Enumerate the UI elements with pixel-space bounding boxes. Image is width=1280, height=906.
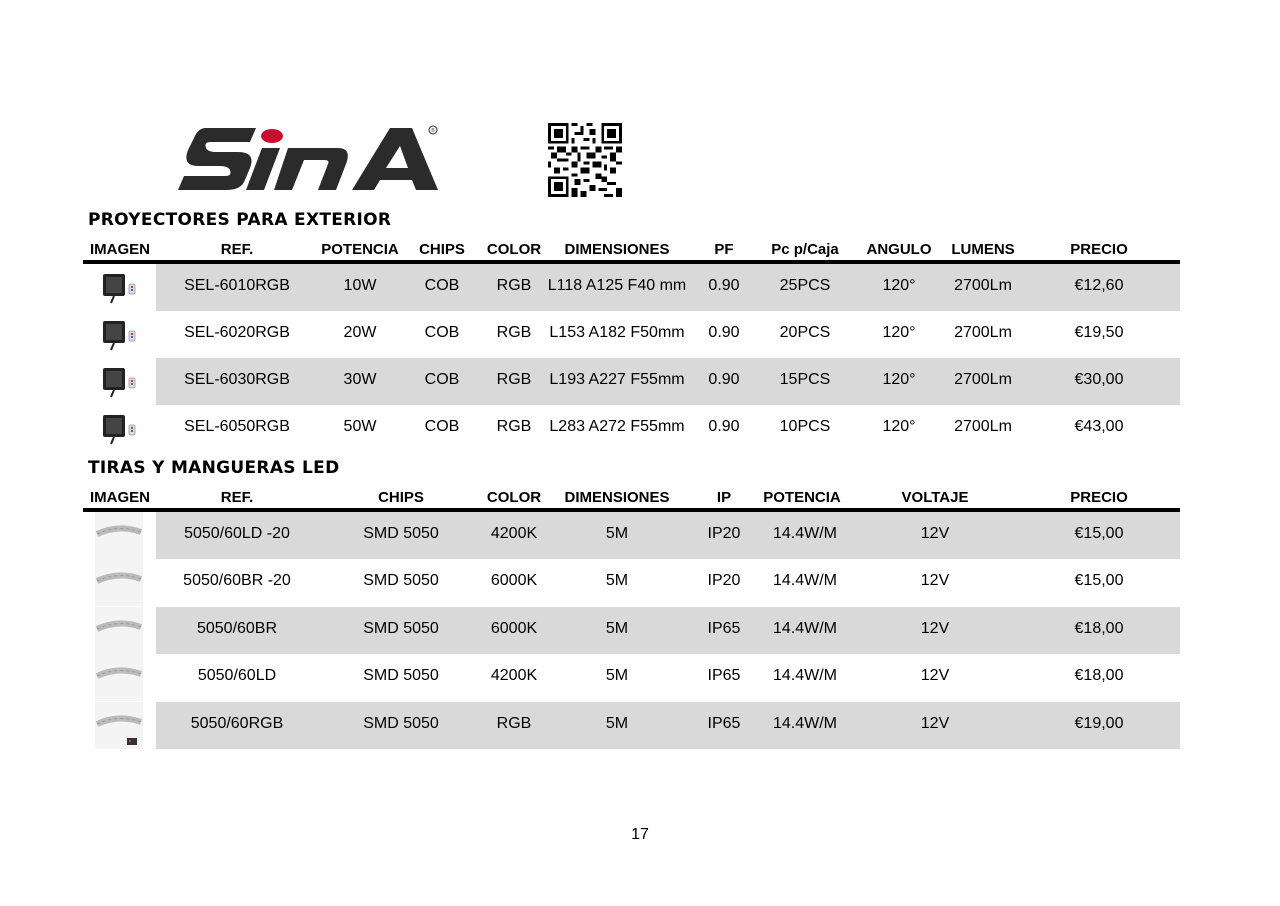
cell-ref: SEL-6050RGB xyxy=(184,418,290,435)
cell-pf: 0.90 xyxy=(708,277,740,294)
cell-potencia: 14.4W/M xyxy=(772,572,838,590)
led-strip-image xyxy=(95,607,143,654)
cell-precio: €12,60 xyxy=(1074,277,1124,294)
cell-lumens: 2700Lm xyxy=(954,324,1012,341)
cell-dim: 5M xyxy=(605,619,629,637)
floodlight-image xyxy=(93,270,145,306)
registered-mark: ® xyxy=(431,128,435,134)
table-row xyxy=(83,702,1180,749)
led-strip-image xyxy=(95,559,143,606)
cell-dim: L118 A125 F40 mm xyxy=(547,277,687,294)
cell-pf: 0.90 xyxy=(708,324,740,341)
cell-color: RGB xyxy=(496,714,532,732)
cell-precio: €19,50 xyxy=(1074,324,1124,341)
cell-potencia: 14.4W/M xyxy=(772,619,838,637)
cell-precio: €15,00 xyxy=(1074,525,1124,542)
cell-chips: COB xyxy=(424,277,460,294)
page-number: 17 xyxy=(631,826,649,843)
column-header-potencia: POTENCIA xyxy=(763,489,841,506)
cell-voltaje: 12V xyxy=(920,525,950,542)
column-header-ip: IP xyxy=(716,489,732,506)
cell-ref: SEL-6030RGB xyxy=(184,371,290,388)
led-strip-image xyxy=(95,654,143,701)
cell-dim: 5M xyxy=(605,667,629,685)
cell-precio: €30,00 xyxy=(1074,371,1124,388)
cell-chips: SMD 5050 xyxy=(363,714,439,732)
cell-pf: 0.90 xyxy=(708,371,740,388)
column-header-chips: CHIPS xyxy=(378,489,424,506)
cell-angulo: 120° xyxy=(882,371,916,388)
cell-pf: 0.90 xyxy=(708,418,740,435)
cell-lumens: 2700Lm xyxy=(954,371,1012,388)
cell-dim: 5M xyxy=(605,714,629,732)
cell-voltaje: 12V xyxy=(920,667,950,685)
cell-ip: IP20 xyxy=(707,572,741,590)
cell-angulo: 120° xyxy=(882,277,916,294)
cell-chips: SMD 5050 xyxy=(363,619,439,637)
cell-ref: 5050/60LD -20 xyxy=(184,525,290,542)
cell-precio: €18,00 xyxy=(1074,619,1124,637)
column-header-ref-: REF. xyxy=(220,241,254,258)
cell-voltaje: 12V xyxy=(920,619,950,637)
floodlight-image xyxy=(93,364,145,400)
column-header-lumens: LUMENS xyxy=(951,241,1015,258)
cell-precio: €18,00 xyxy=(1074,667,1124,685)
cell-dim: 5M xyxy=(605,525,629,542)
table-row xyxy=(83,264,1180,311)
cell-chips: SMD 5050 xyxy=(363,525,439,542)
cell-color: RGB xyxy=(496,324,532,341)
column-header-chips: CHIPS xyxy=(419,241,465,258)
column-header-precio: PRECIO xyxy=(1070,489,1128,506)
cell-precio: €19,00 xyxy=(1074,714,1124,732)
cell-lumens: 2700Lm xyxy=(954,277,1012,294)
cell-ip: IP65 xyxy=(707,619,741,637)
cell-potencia: 50W xyxy=(343,418,377,435)
table-row xyxy=(83,358,1180,405)
cell-precio: €43,00 xyxy=(1074,418,1124,435)
floodlight-image xyxy=(93,411,145,447)
row-shade xyxy=(156,607,1180,654)
column-header-color: COLOR xyxy=(486,241,542,258)
column-header-imagen: IMAGEN xyxy=(90,489,150,506)
cell-chips: SMD 5050 xyxy=(363,572,439,590)
cell-lumens: 2700Lm xyxy=(954,418,1012,435)
table-row xyxy=(83,311,1180,358)
cell-ip: IP20 xyxy=(707,525,741,542)
cell-pcs: 10PCS xyxy=(779,418,831,435)
led-strip-image xyxy=(95,702,143,749)
cell-potencia: 14.4W/M xyxy=(772,525,838,542)
cell-chips: COB xyxy=(424,418,460,435)
row-shade xyxy=(156,512,1180,559)
cell-color: RGB xyxy=(496,277,532,294)
cell-potencia: 20W xyxy=(343,324,377,341)
cell-ref: SEL-6020RGB xyxy=(184,324,290,341)
cell-dim: 5M xyxy=(605,572,629,590)
cell-chips: COB xyxy=(424,371,460,388)
cell-ip: IP65 xyxy=(707,714,741,732)
table-row xyxy=(83,559,1180,606)
cell-dim: L193 A227 F55mm xyxy=(549,371,685,388)
table-row xyxy=(83,607,1180,654)
table-row xyxy=(83,512,1180,559)
column-header-pc-p-caja: Pc p/Caja xyxy=(771,241,839,258)
cell-dim: L283 A272 F55mm xyxy=(549,418,685,435)
row-shade xyxy=(156,702,1180,749)
cell-color: 4200K xyxy=(490,667,538,685)
column-header-dimensiones: DIMENSIONES xyxy=(564,489,670,506)
cell-pcs: 15PCS xyxy=(779,371,831,388)
column-header-voltaje: VOLTAJE xyxy=(901,489,969,506)
cell-pcs: 20PCS xyxy=(779,324,831,341)
floodlight-image xyxy=(93,317,145,353)
column-header-dimensiones: DIMENSIONES xyxy=(564,241,670,258)
cell-potencia: 14.4W/M xyxy=(772,667,838,685)
cell-angulo: 120° xyxy=(882,418,916,435)
led-strip-image xyxy=(95,512,143,559)
cell-color: 6000K xyxy=(490,572,538,590)
column-header-imagen: IMAGEN xyxy=(90,241,150,258)
column-header-potencia: POTENCIA xyxy=(321,241,399,258)
cell-color: 6000K xyxy=(490,619,538,637)
cell-pcs: 25PCS xyxy=(779,277,831,294)
sina-logo xyxy=(176,124,440,192)
table-row xyxy=(83,405,1180,452)
qr-code[interactable] xyxy=(547,123,623,197)
cell-potencia: 30W xyxy=(343,371,377,388)
column-header-color: COLOR xyxy=(486,489,542,506)
cell-voltaje: 12V xyxy=(920,572,950,590)
cell-color: 4200K xyxy=(490,525,538,542)
cell-dim: L153 A182 F50mm xyxy=(549,324,685,341)
cell-chips: SMD 5050 xyxy=(363,667,439,685)
column-header-pf: PF xyxy=(714,241,734,258)
cell-precio: €15,00 xyxy=(1074,572,1124,590)
cell-chips: COB xyxy=(424,324,460,341)
cell-potencia: 10W xyxy=(343,277,377,294)
table-row xyxy=(83,654,1180,701)
cell-voltaje: 12V xyxy=(920,714,950,732)
cell-ref: SEL-6010RGB xyxy=(184,277,290,294)
column-header-ref-: REF. xyxy=(220,489,254,506)
cell-ref: 5050/60RGB xyxy=(190,714,284,732)
cell-potencia: 14.4W/M xyxy=(772,714,838,732)
cell-ref: 5050/60BR xyxy=(196,619,278,637)
cell-angulo: 120° xyxy=(882,324,916,341)
cell-color: RGB xyxy=(496,371,532,388)
cell-ref: 5050/60BR -20 xyxy=(183,572,291,590)
column-header-angulo: ANGULO xyxy=(866,241,932,258)
cell-ref: 5050/60LD xyxy=(197,667,277,685)
section-title-tiras: TIRAS Y MANGUERAS LED xyxy=(88,458,340,478)
column-header-precio: PRECIO xyxy=(1070,241,1128,258)
cell-color: RGB xyxy=(496,418,532,435)
cell-ip: IP65 xyxy=(707,667,741,685)
section-title-proyectores: PROYECTORES PARA EXTERIOR xyxy=(88,210,392,230)
